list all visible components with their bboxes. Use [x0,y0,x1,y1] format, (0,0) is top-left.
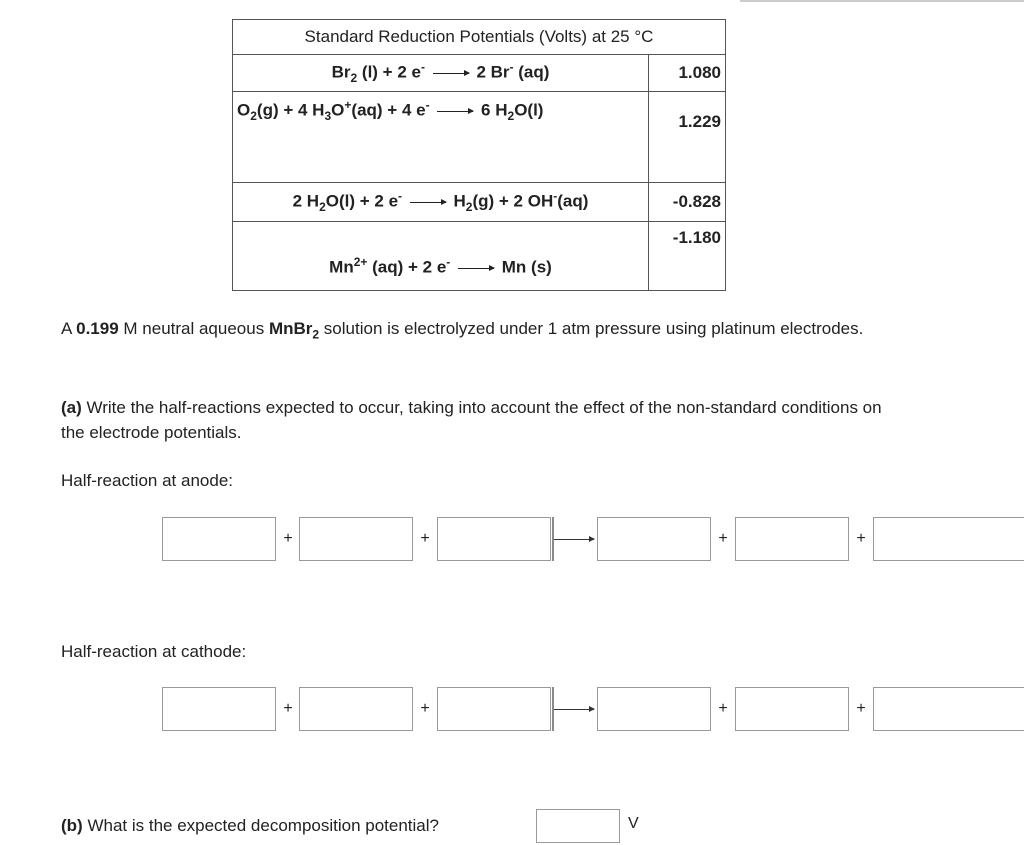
reaction-cell: $O_2(g) + 4$ $H_3O^+(aq) + 4$ e- 6 $H_2O(l)$ [233,92,649,183]
anode-product-1-input[interactable] [597,517,711,561]
problem-statement: A 0.199 M neutral aqueous MnBr$_2$ solution is electrolyzed under 1 atm pressure using platinum electrodes. [61,319,864,342]
unit-label: V [628,815,639,832]
plus-sign: + [856,700,866,717]
plus-sign: + [420,530,430,547]
top-divider [740,0,1024,2]
yields-arrow-icon [554,709,594,710]
reaction-cell: $Br_2$ (l) + 2 e- 2 Br- (aq) [233,55,649,92]
plus-sign: + [718,530,728,547]
anode-product-2-input[interactable] [735,517,849,561]
reaction-cell: $Mn^{2+}$ (aq) + 2 e- Mn (s) [233,222,649,291]
cathode-half-reaction [162,687,1024,733]
cathode-label: Half-reaction at cathode: [61,642,247,661]
reduction-potentials-table [232,19,726,291]
reaction-cell: 2 $H_2O(l) + 2$ e- $H_2(g) + 2$ OH-(aq) [233,183,649,222]
anode-half-reaction [162,517,1024,563]
cathode-reactant-3-input[interactable] [437,687,551,731]
plus-sign: + [718,700,728,717]
reaction-arrow-icon [410,202,446,203]
cathode-reactant-2-input[interactable] [299,687,413,731]
cathode-product-3-input[interactable] [873,687,1024,731]
table-row [233,92,726,183]
reaction-arrow-icon [437,111,473,112]
plus-sign: + [856,530,866,547]
table-row [233,55,726,92]
part-b-question: (b) What is the expected decomposition potential? [61,816,439,835]
table-title: Standard Reduction Potentials (Volts) at 25 °C [233,20,726,55]
table-row [233,222,726,291]
anode-reactant-1-input[interactable] [162,517,276,561]
reaction-arrow-icon [433,73,469,74]
potential-value: -1.180 [649,222,726,291]
potential-value: 1.080 [649,55,726,92]
anode-reactant-2-input[interactable] [299,517,413,561]
plus-sign: + [283,530,293,547]
cathode-product-2-input[interactable] [735,687,849,731]
anode-reactant-3-input[interactable] [437,517,551,561]
potential-value: 1.229 [649,92,726,183]
cathode-product-1-input[interactable] [597,687,711,731]
plus-sign: + [283,700,293,717]
table-row [233,183,726,222]
potential-value: -0.828 [649,183,726,222]
decomposition-potential-input[interactable] [536,809,620,843]
anode-product-3-input[interactable] [873,517,1024,561]
cathode-reactant-1-input[interactable] [162,687,276,731]
reaction-arrow-icon [458,268,494,269]
anode-label: Half-reaction at anode: [61,471,233,490]
yields-arrow-icon [554,539,594,540]
part-a-question: (a) Write the half-reactions expected to occur, taking into account the effect of the non-standard conditions on the electrode potentials. [61,398,882,442]
plus-sign: + [420,700,430,717]
